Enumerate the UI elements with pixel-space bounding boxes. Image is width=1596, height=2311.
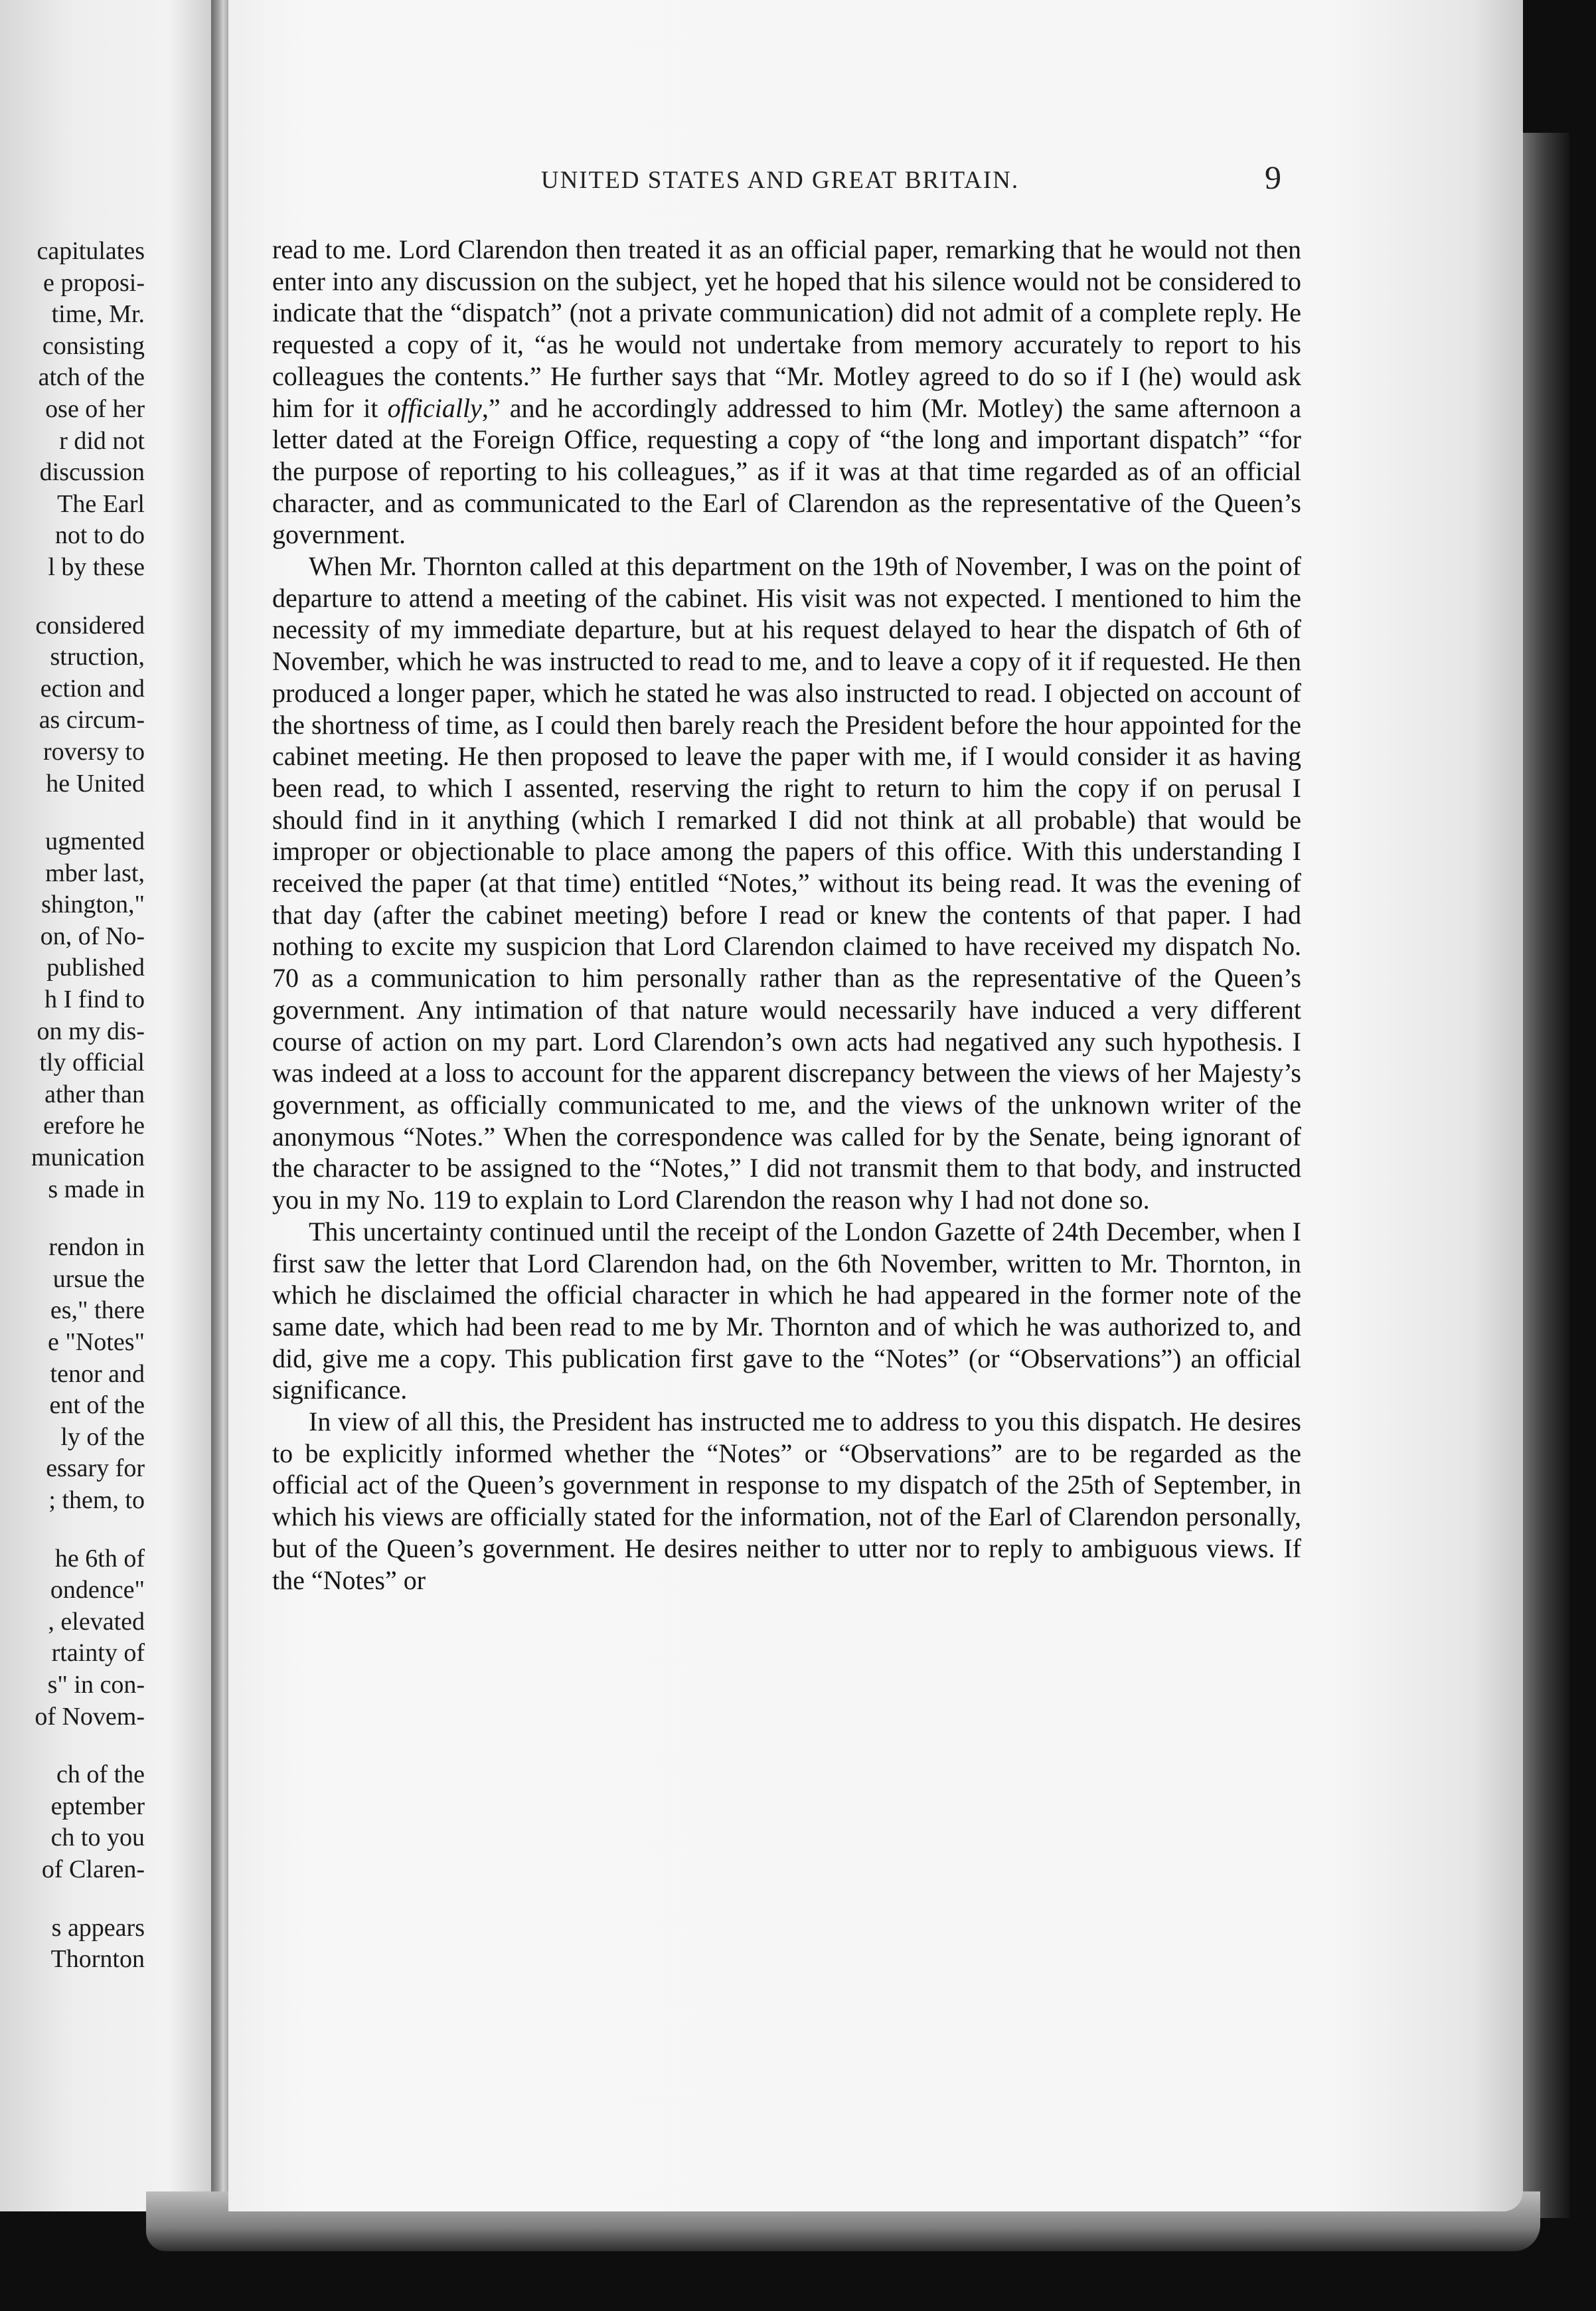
left-page-line: mber last, bbox=[45, 859, 145, 887]
left-page-line: capitulates bbox=[37, 237, 145, 265]
paragraph: In view of all this, the President has instructed me to address to you this dispatch. He desires to be explicitly informed whether the “Notes” or “Observations” are to be regarded as the official act of the Queen’s government in response to my dispatch of the 25th of September, in which his views are officially stated for the information, not of the Earl of Clarendon personally, but of the Queen’s government. He desires neither to utter nor to reply to ambiguous views. If the “Notes” or bbox=[272, 1407, 1301, 1595]
left-page-gap bbox=[0, 800, 145, 826]
left-page-line: on, of No- bbox=[40, 922, 145, 950]
left-page-line: h I find to bbox=[44, 985, 145, 1014]
running-head: UNITED STATES AND GREAT BRITAIN. bbox=[540, 167, 1020, 194]
left-page-gap bbox=[0, 1886, 145, 1913]
left-page-line: tenor and bbox=[50, 1359, 145, 1388]
left-page-line: not to do bbox=[54, 521, 145, 550]
left-page-line: eptember bbox=[50, 1792, 145, 1820]
left-page-line: roversy to bbox=[42, 737, 145, 766]
left-page-gap bbox=[0, 1205, 145, 1232]
left-page-line: as circum- bbox=[39, 706, 145, 734]
left-page-line: essary for bbox=[46, 1454, 145, 1483]
left-page-line: s made in bbox=[48, 1175, 145, 1203]
left-page-line: struction, bbox=[50, 643, 145, 671]
left-page-line: consisting bbox=[42, 331, 145, 360]
left-page-line: considered bbox=[35, 611, 145, 640]
left-page-line: , elevated bbox=[48, 1607, 145, 1636]
paragraph-text: read to me. Lord Clarendon then treated it as an official paper, remarking that he would not then enter into any discussion on the subject, yet he hoped that his silence would not be considered to indicate that the “dispatch” (not a private communication) did not admit of a complete reply. He requested a copy of it, “as he would not undertake from memory accurately to report to his colleagues the contents.” He further says that “Mr. Motley agreed to do so if I (he) would ask him for it bbox=[272, 234, 1301, 423]
left-page-line: e "Notes" bbox=[47, 1328, 145, 1356]
page-number: 9 bbox=[1265, 159, 1281, 196]
left-page-line: tly official bbox=[39, 1049, 145, 1077]
left-page-line: published bbox=[46, 954, 145, 982]
left-page-line: s appears bbox=[51, 1913, 145, 1942]
left-page-line: The Earl bbox=[57, 489, 145, 518]
left-page bbox=[0, 0, 211, 2211]
left-page-line: ondence" bbox=[50, 1576, 145, 1604]
left-page-line: Thornton bbox=[50, 1945, 145, 1974]
left-page-line: shington," bbox=[41, 891, 145, 919]
left-page-line: e proposi- bbox=[42, 268, 145, 297]
left-page-line: l by these bbox=[48, 553, 145, 581]
emphasis-text: officially bbox=[387, 392, 482, 423]
left-page-line: s" in con- bbox=[47, 1670, 145, 1699]
paragraph bbox=[272, 234, 1301, 551]
left-page-line: ose of her bbox=[45, 394, 145, 423]
left-page-line: of Claren- bbox=[41, 1855, 145, 1883]
left-page-text-fragments bbox=[0, 236, 145, 1976]
left-page-line: he United bbox=[46, 769, 145, 798]
left-page-line: ather than bbox=[44, 1080, 145, 1108]
page-edge-shadow bbox=[1523, 133, 1569, 2218]
left-page-gap bbox=[0, 1733, 145, 1759]
left-page-line: he 6th of bbox=[54, 1544, 145, 1573]
left-page-line: on my dis- bbox=[37, 1017, 145, 1045]
left-page-line: ursue the bbox=[52, 1264, 145, 1293]
book-gutter bbox=[211, 0, 228, 2231]
left-page-line: munication bbox=[31, 1144, 145, 1172]
left-page-line: ; them, to bbox=[48, 1486, 145, 1514]
left-page-line: atch of the bbox=[38, 363, 145, 392]
left-page-line: ch to you bbox=[50, 1824, 145, 1852]
left-page-line: ch of the bbox=[56, 1760, 145, 1789]
paragraph-text: ,” and he accordingly addressed to him (Mr. Motley) the same afternoon a letter dated at the Foreign Office, requesting a copy of “the long and important dispatch” “for the purpose of reporting to his colleagues,” as if it was at that time regarded as of an official character, and as communicated to the Earl of Clarendon as the representative of the Queen’s government. bbox=[272, 392, 1301, 550]
left-page-line: erefore he bbox=[43, 1112, 145, 1140]
left-page-line: es," there bbox=[50, 1296, 145, 1325]
left-page-line: r did not bbox=[59, 426, 145, 455]
paragraph: When Mr. Thornton called at this department on the 19th of November, I was on the point of departure to attend a meeting of the cabinet. His visit was not expected. I mentioned to him the necessity of my immediate departure, but at his request delayed to hear the dispatch of 6th of November, which he was instructed to read to me, and to leave a copy of it if requested. He then produced a longer paper, which he stated he was also instructed to read. I objected on account of the shortness of time, as I could then barely reach the President before the hour appointed for the cabinet meeting. He then proposed to leave the paper with me, if I would consider it as having been read, to which I assented, reserving the right to return to him the copy if on perusal I should find in it anything (which I remarked I did not think at all probable) that would be improper or objectionable to place among the papers of this office. With this understanding I received the paper (at that time) entitled “Notes,” without its being read. It was the evening of that day (after the cabinet meeting) before I read or knew the contents of that paper. I had nothing to excite my suspicion that Lord Clarendon claimed to have received my dispatch No. 70 as a communication to him personally rather than as the representative of the Queen’s government. Any intimation of that nature would necessarily have induced a very different course of action on my part. Lord Clarendon’s own acts had negatived any such hypothesis. I was indeed at a loss to account for the apparent discrepancy between the views of her Majesty’s government, as officially communicated to me, and the views of the unknown writer of the anonymous “Notes.” When the correspondence was called for by the Senate, being ignorant of the character to be assigned to the “Notes,” I did not transmit them to that body, and instructed you in my No. 119 to explain to Lord Clarendon the reason why I had not done so. bbox=[272, 551, 1301, 1215]
left-page-line: rendon in bbox=[48, 1233, 145, 1262]
left-page-line: ection and bbox=[40, 674, 145, 703]
left-page-gap bbox=[0, 584, 145, 610]
paragraph: This uncertainty continued until the receipt of the London Gazette of 24th December, when I first saw the letter that Lord Clarendon had, on the 6th November, written to Mr. Thornton, in which he disclaimed the official character in which he had appeared in the former note of the same date, which had been read to me by Mr. Thornton and of which he was authorized to, and did, give me a copy. This publication first gave to the “Notes” (or “Observations”) an official significance. bbox=[272, 1216, 1301, 1405]
left-page-line: rtainty of bbox=[51, 1639, 145, 1668]
left-page-line: of Novem- bbox=[35, 1702, 145, 1731]
left-page-line: discussion bbox=[39, 458, 145, 487]
left-page-line: ent of the bbox=[49, 1391, 145, 1420]
page-body bbox=[272, 234, 1301, 1596]
left-page-line: ugmented bbox=[45, 827, 145, 856]
left-page-gap bbox=[0, 1517, 145, 1543]
left-page-line: ly of the bbox=[60, 1422, 145, 1451]
left-page-line: time, Mr. bbox=[51, 300, 145, 329]
